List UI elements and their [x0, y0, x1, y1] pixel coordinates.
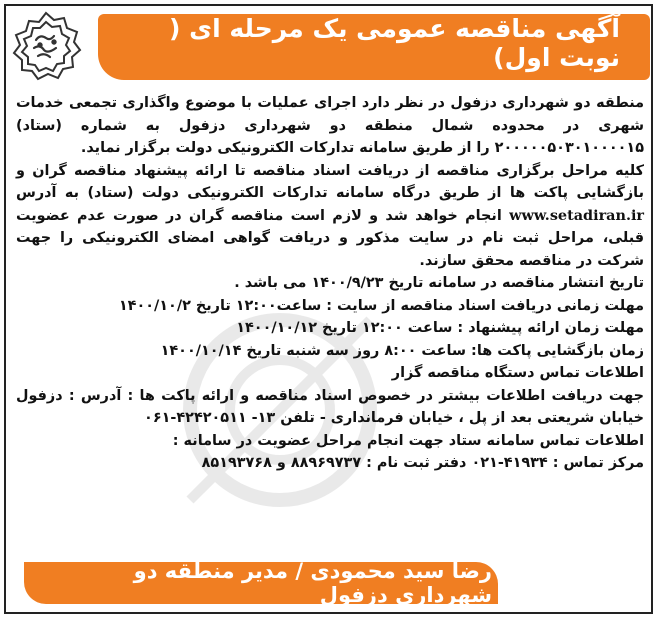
publish-date: تاریخ انتشار مناقصه در سامانه تاریخ ۱۴۰۰/۹/۲۳ می باشد . — [234, 275, 644, 291]
contact-heading: اطلاعات تماس دستگاه مناقصه گزار — [391, 365, 644, 381]
municipality-emblem-icon — [10, 10, 82, 82]
setad-contact-heading: اطلاعات تماس سامانه ستاد جهت انجام مراحل عضویت در سامانه : — [172, 432, 644, 449]
opening-time: زمان بازگشایی پاکت ها: ساعت ۸:۰۰ روز سه شنبه تاریخ ۱۴۰۰/۱۰/۱۴ — [160, 342, 644, 359]
setad-contact-numbers: مرکز تماس : ۴۱۹۳۴-۰۲۱ دفتر ثبت نام : ۸۸۹۶۹۷۳۷ و ۸۵۱۹۳۷۶۸ — [201, 455, 644, 471]
proposal-deadline: مهلت زمان ارائه پیشنهاد : ساعت ۱۲:۰۰ تاریخ ۱۴۰۰/۱۰/۱۲ — [236, 320, 644, 336]
documents-deadline: مهلت زمانی دریافت اسناد مناقصه از سایت : ساعت۱۲:۰۰ تاریخ ۱۴۰۰/۱۰/۲ — [118, 297, 644, 314]
procedure-text-continued: انجام خواهد شد و لازم است مناقصه گران در صورت عدم عضویت قبلی، مراحل ثبت نام در سایت مذکور و دریافت گواهی امضای الکترونیکی را جهت شرکت در مناقصه محقق سازند. — [16, 207, 644, 269]
notice-body — [16, 92, 644, 475]
procedure-paragraph — [16, 160, 644, 273]
contact-info: جهت دریافت اطلاعات بیشتر در خصوص اسناد مناقصه و ارائه پاکت ها : آدرس : دزفول خیابان شریعتی بعد از پل ، خیابان فرمانداری - تلفن ۱۳- ۴۲۴۲۰۵۱۱-۰۶۱ — [16, 387, 644, 426]
setad-website-link[interactable]: www.setadiran.ir — [509, 206, 645, 224]
signature: رضا سید محمودی / مدیر منطقه دو شهرداری دزفول — [133, 559, 492, 607]
description-paragraph: منطقه دو شهرداری دزفول در نظر دارد اجرای عملیات با موضوع واگذاری تجمعی خدمات شهری در محدوده شمال منطقه دو شهرداری دزفول به شماره (ستاد) ۲۰۰۰۰۰۵۰۳۰۱۰۰۰۰۱۵ را از طریق سامانه تدارکات الکترونیکی دولت برگزار نماید. — [16, 95, 644, 156]
procedure-text: کلیه مراحل برگزاری مناقصه از دریافت اسناد مناقصه تا ارائه پیشنهاد مناقصه گران و بازگشایی پاکت ها از طریق درگاه سامانه تدارکات الکترونیکی دولت (ستاد) به آدرس — [16, 162, 644, 201]
notice-title: آگهی مناقصه عمومی یک مرحله ای ( نوبت اول) — [169, 14, 620, 72]
